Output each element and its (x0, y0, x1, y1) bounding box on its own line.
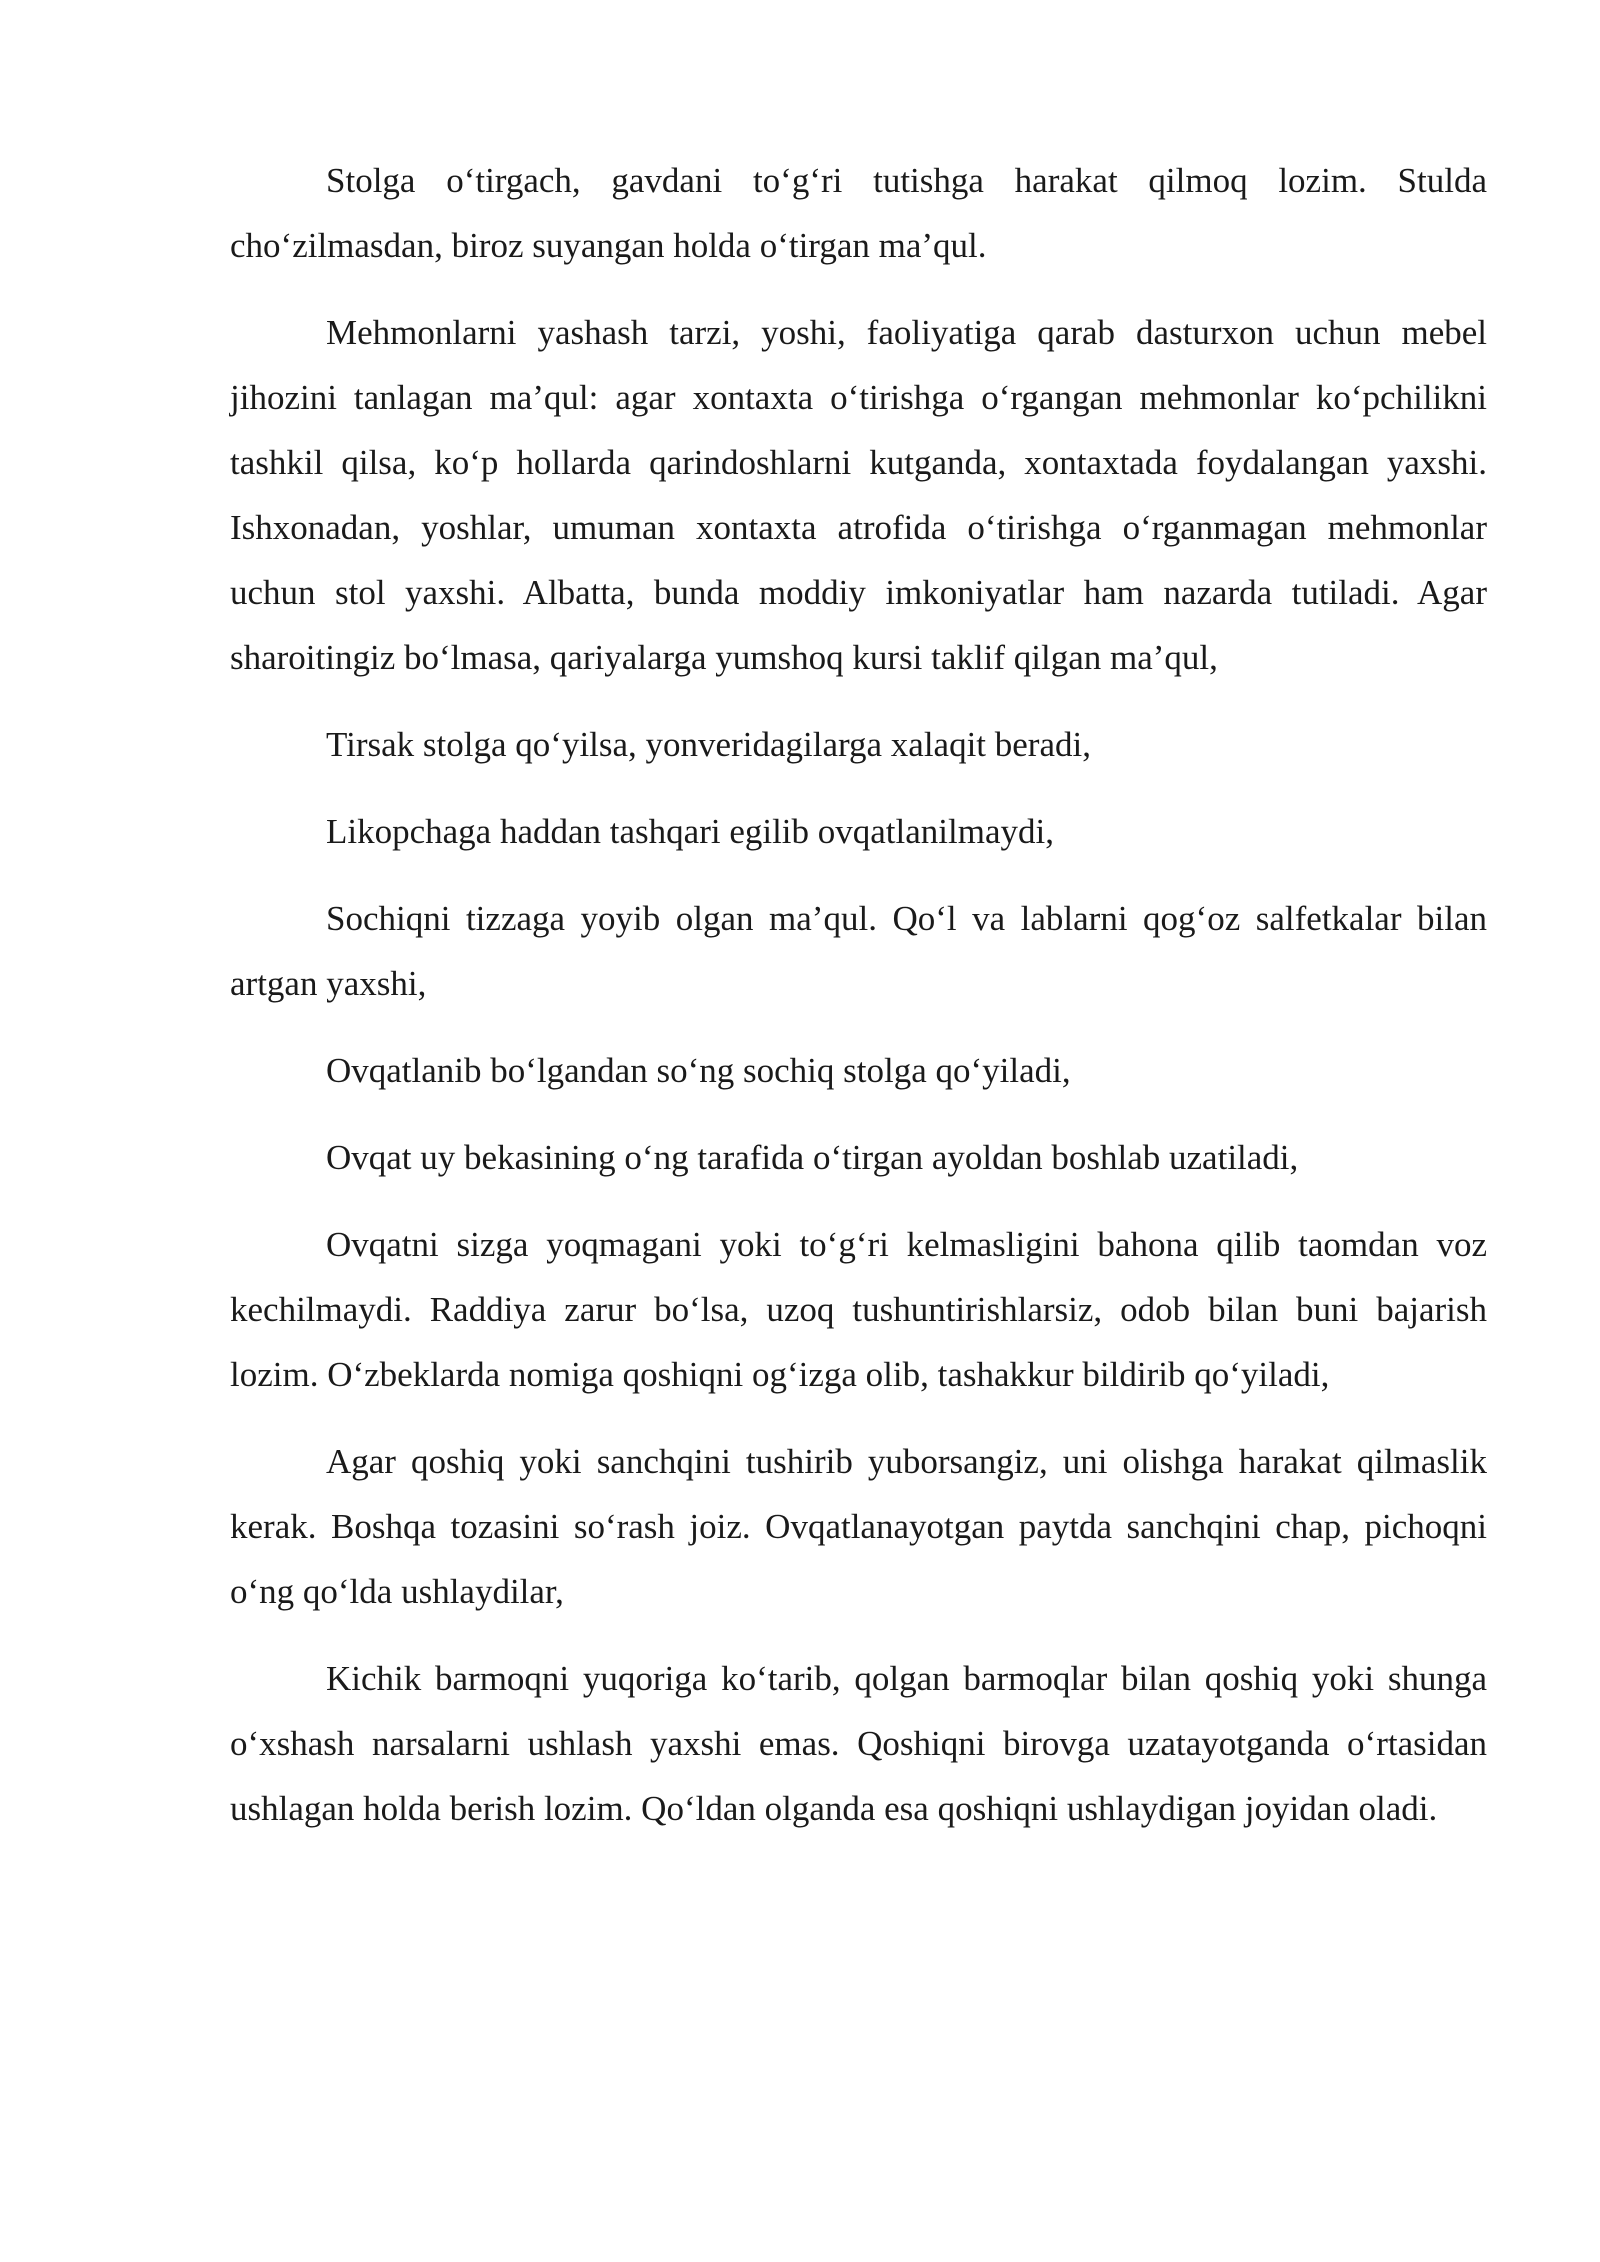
paragraph-leaning: Likopchaga haddan tashqari egilib ovqatlanilmaydi, (326, 812, 1054, 851)
paragraph-napkin: Sochiqni tizzaga yoyib olgan ma’qul. Qo‘l va lablarni qog‘oz salfetkalar bilan artgan yaxshi, (230, 899, 1487, 1003)
paragraph-dropped-cutlery: Agar qoshiq yoki sanchqini tushirib yuborsangiz, uni olishga harakat qilmaslik kerak. Boshqa tozasini so‘rash joiz. Ovqatlanayotgan paytda sanchqini chap, pichoqni o‘ng qo‘lda ushlaydilar, (230, 1442, 1487, 1611)
paragraph-serving-order: Ovqat uy bekasining o‘ng tarafida o‘tirgan ayoldan boshlab uzatiladi, (326, 1138, 1299, 1177)
paragraph-holding-spoon: Kichik barmoqni yuqoriga ko‘tarib, qolgan barmoqlar bilan qoshiq yoki shunga o‘xshash narsalarni ushlash yaxshi emas. Qoshiqni birovga uzatayotganda o‘rtasidan ushlagan holda berish lozim. Qo‘ldan olganda esa qoshiqni ushlaydigan joyidan oladi. (230, 1659, 1487, 1828)
paragraph-elbows: Tirsak stolga qo‘yilsa, yonveridagilarga xalaqit beradi, (326, 725, 1091, 764)
paragraph-declining-food: Ovqatni sizga yoqmagani yoki to‘g‘ri kelmasligini bahona qilib taomdan voz kechilmaydi. Raddiya zarur bo‘lsa, uzoq tushuntirishlarsiz, odob bilan buni bajarish lozim. O‘zbeklarda nomiga qoshiqni og‘izga olib, tashakkur bildirib qo‘yiladi, (230, 1225, 1487, 1394)
paragraph-sitting-posture: Stolga o‘tirgach, gavdani to‘g‘ri tutishga harakat qilmoq lozim. Stulda cho‘zilmasdan, biroz suyangan holda o‘tirgan ma’qul. (230, 161, 1487, 265)
paragraph-after-meal: Ovqatlanib bo‘lgandan so‘ng sochiq stolga qo‘yiladi, (326, 1051, 1071, 1090)
paragraph-furniture-choice: Mehmonlarni yashash tarzi, yoshi, faoliyatiga qarab dasturxon uchun mebel jihozini tanlagan ma’qul: agar xontaxta o‘tirishga o‘rgangan mehmonlar ko‘pchilikni tashkil qilsa, ko‘p hollarda qarindoshlarni kutganda, xontaxtada foydalangan yaxshi. Ishxonadan, yoshlar, umuman xontaxta atrofida o‘tirishga o‘rganmagan mehmonlar uchun stol yaxshi. Albatta, bunda moddiy imkoniyatlar ham nazarda tutiladi. Agar sharoitingiz bo‘lmasa, qariyalarga yumshoq kursi taklif qilgan ma’qul, (230, 313, 1487, 677)
document-body (230, 148, 1487, 1841)
